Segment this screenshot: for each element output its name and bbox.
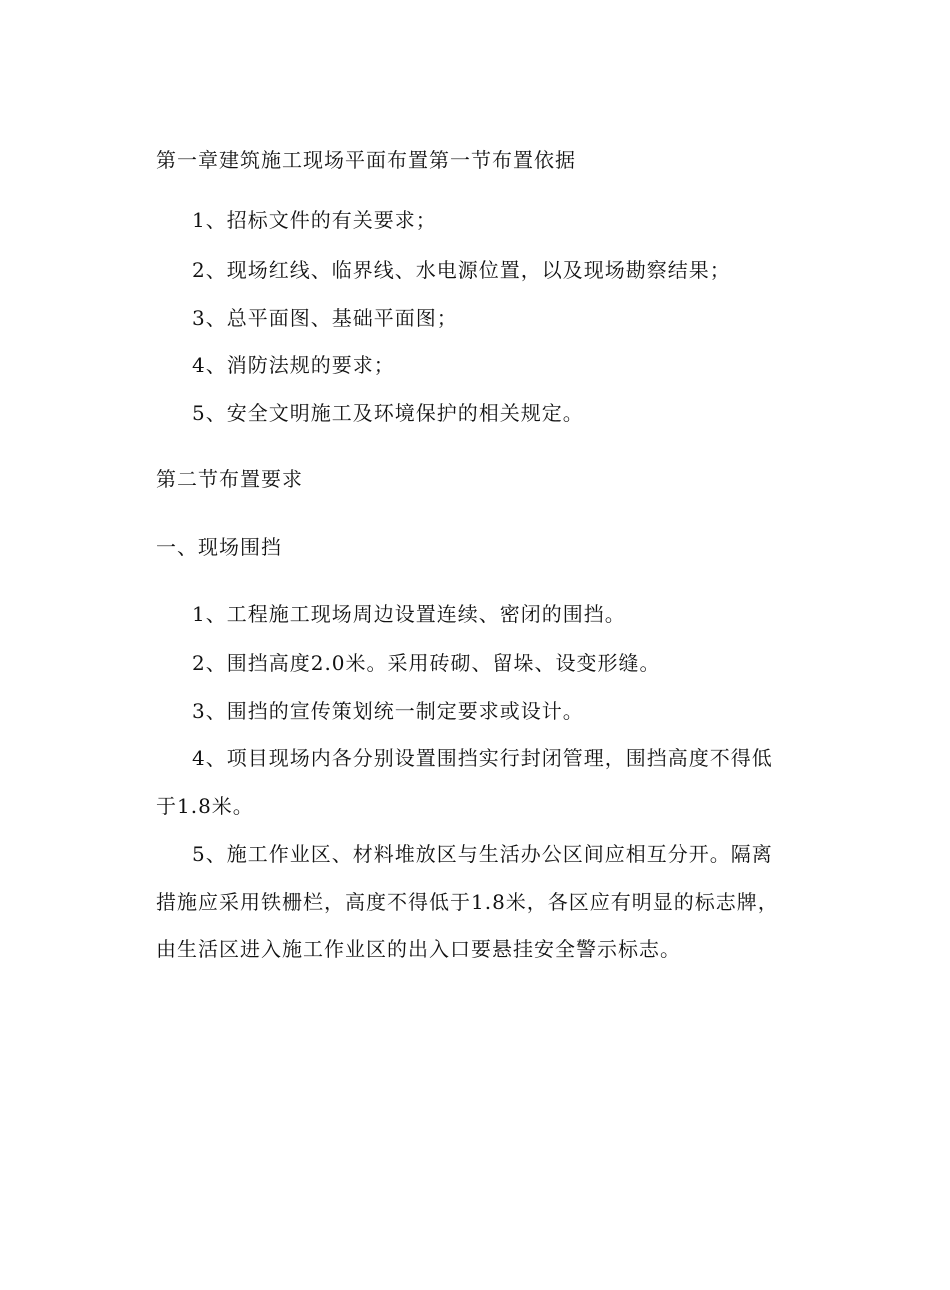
basis-item-2: 2、现场红线、临界线、水电源位置，以及现场勘察结果； [192,258,731,282]
basis-item-5: 5、安全文明施工及环境保护的相关规定。 [192,401,584,425]
requirement-item-3: 3、围挡的宣传策划统一制定要求或设计。 [192,699,584,723]
chapter-title: 第一章建筑施工现场平面布置第一节布置依据 [156,148,576,172]
requirement-item-4: 4、项目现场内各分别设置围挡实行封闭管理，围挡高度不得低 [192,746,773,770]
requirement-item-4-continued: 于1.8米。 [156,794,254,818]
requirement-item-5-continued-2: 由生活区进入施工作业区的出入口要悬挂安全警示标志。 [156,937,681,961]
requirement-item-5-continued-1: 措施应采用铁栅栏，高度不得低于1.8米，各区应有明显的标志牌， [156,890,779,914]
basis-item-3: 3、总平面图、基础平面图； [192,306,458,330]
subsection1-title: 一、现场围挡 [156,535,282,559]
section2-title: 第二节布置要求 [156,467,303,491]
requirement-item-1: 1、工程施工现场周边设置连续、密闭的围挡。 [192,602,626,626]
requirement-item-2: 2、围挡高度2.0米。采用砖砌、留垛、设变形缝。 [192,651,661,675]
basis-item-1: 1、招标文件的有关要求； [192,208,437,232]
basis-item-4: 4、消防法规的要求； [192,353,395,377]
requirement-item-5: 5、施工作业区、材料堆放区与生活办公区间应相互分开。隔离 [192,842,773,866]
